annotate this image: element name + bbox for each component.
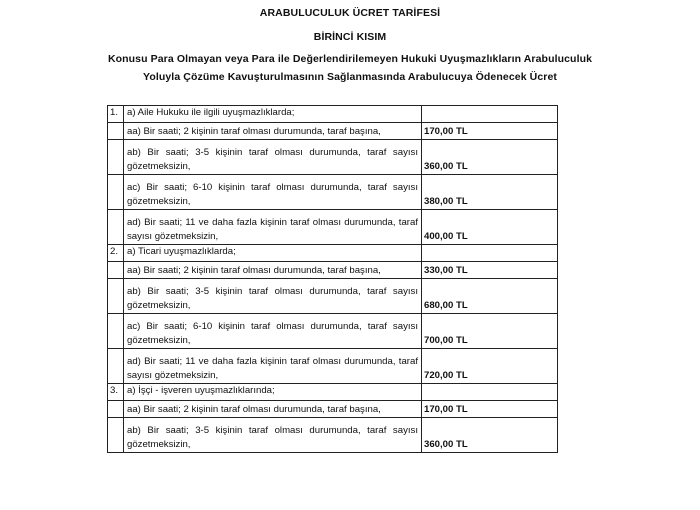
table-row	[108, 401, 558, 418]
section-number: 2.	[108, 245, 124, 262]
heading-line-1: Konusu Para Olmayan veya Para ile Değerlendirilemeyen Hukuki Uyuşmazlıkların Arabuluculuk	[107, 53, 593, 65]
table-row	[108, 279, 558, 314]
fee-cell	[422, 245, 558, 262]
table-row	[108, 349, 558, 384]
fee-cell: 680,00 TL	[422, 279, 558, 314]
table-row	[108, 123, 558, 140]
item-text: aa) Bir saati; 2 kişinin taraf olması durumunda, taraf başına,	[124, 401, 422, 418]
fee-cell: 360,00 TL	[422, 418, 558, 453]
table-row	[108, 262, 558, 279]
item-text: ad) Bir saati; 11 ve daha fazla kişinin taraf olması durumunda, taraf sayısı gözetmeksizin,	[124, 210, 422, 245]
item-text: aa) Bir saati; 2 kişinin taraf olması durumunda, taraf başına,	[124, 123, 422, 140]
item-text: ab) Bir saati; 3-5 kişinin taraf olması durumunda, taraf sayısı gözetmeksizin,	[124, 279, 422, 314]
item-text: ac) Bir saati; 6-10 kişinin taraf olması durumunda, taraf sayısı gözetmeksizin,	[124, 314, 422, 349]
item-text: ab) Bir saati; 3-5 kişinin taraf olması durumunda, taraf sayısı gözetmeksizin,	[124, 418, 422, 453]
heading-line-2: Yoluyla Çözüme Kavuşturulmasının Sağlanmasında Arabulucuya Ödenecek Ücret	[143, 71, 557, 83]
section-title: a) Ticari uyuşmazlıklarda;	[124, 245, 422, 262]
table-row	[108, 175, 558, 210]
table-row	[108, 140, 558, 175]
fee-cell: 170,00 TL	[422, 123, 558, 140]
fee-cell: 330,00 TL	[422, 262, 558, 279]
item-text: ad) Bir saati; 11 ve daha fazla kişinin taraf olması durumunda, taraf sayısı gözetmeksizin,	[124, 349, 422, 384]
table-row	[108, 210, 558, 245]
fee-cell: 700,00 TL	[422, 314, 558, 349]
section-title: a) Aile Hukuku ile ilgili uyuşmazlıklarda;	[124, 106, 422, 123]
section-title: a) İşçi - işveren uyuşmazlıklarında;	[124, 384, 422, 401]
fee-cell	[422, 384, 558, 401]
fee-cell: 720,00 TL	[422, 349, 558, 384]
fee-cell	[422, 106, 558, 123]
fee-cell: 170,00 TL	[422, 401, 558, 418]
part-title: BİRİNCİ KISIM	[313, 31, 387, 43]
section-number: 1.	[108, 106, 124, 123]
fee-cell: 380,00 TL	[422, 175, 558, 210]
item-text: ab) Bir saati; 3-5 kişinin taraf olması durumunda, taraf sayısı gözetmeksizin,	[124, 140, 422, 175]
section-row	[108, 384, 558, 401]
table-row	[108, 314, 558, 349]
section-number: 3.	[108, 384, 124, 401]
section-row	[108, 106, 558, 123]
item-text: ac) Bir saati; 6-10 kişinin taraf olması durumunda, taraf sayısı gözetmeksizin,	[124, 175, 422, 210]
fee-cell: 360,00 TL	[422, 140, 558, 175]
item-text: aa) Bir saati; 2 kişinin taraf olması durumunda, taraf başına,	[124, 262, 422, 279]
section-row	[108, 245, 558, 262]
fee-cell: 400,00 TL	[422, 210, 558, 245]
fee-table	[107, 105, 558, 453]
table-row	[108, 418, 558, 453]
document-title: ARABULUCULUK ÜCRET TARİFESİ	[259, 7, 441, 19]
